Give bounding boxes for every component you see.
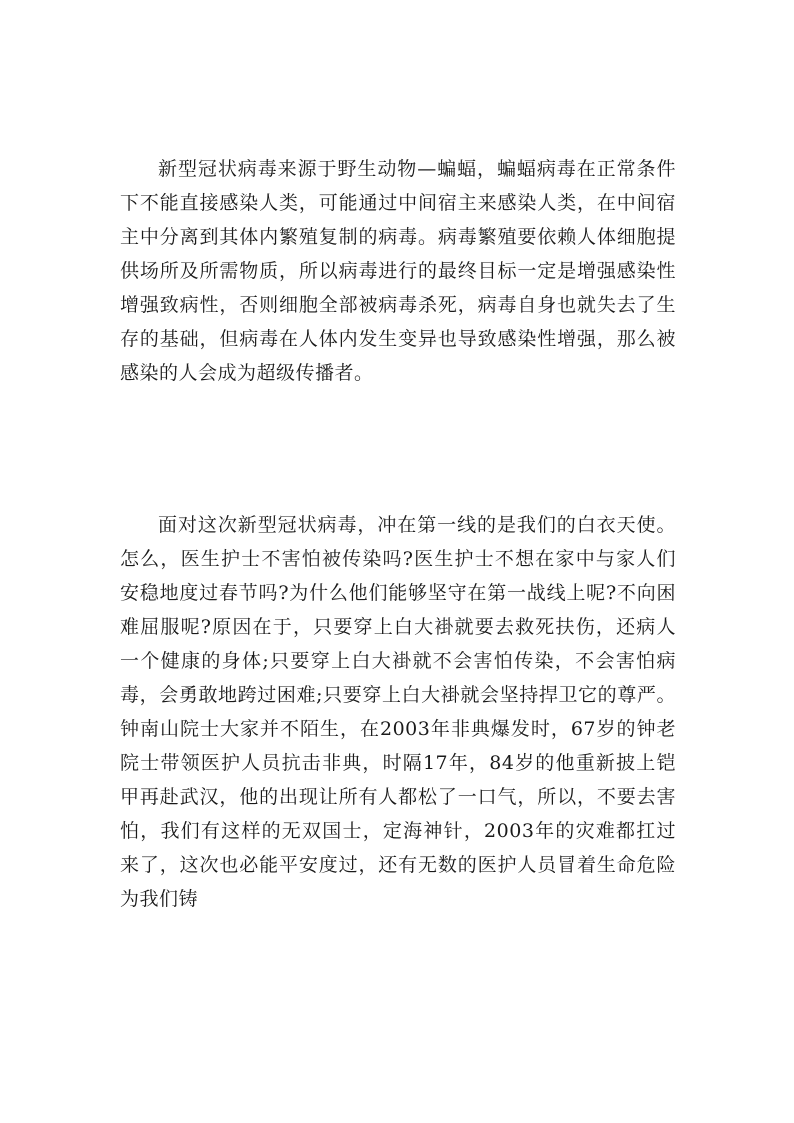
paragraph-medical-workers: 面对这次新型冠状病毒，冲在第一线的是我们的白衣天使。怎么，医生护士不害怕被传染吗?医生护士不想在家中与家人们安稳地度过春节吗?为什么他们能够坚守在第一战线上呢?不向困难屈服呢?原因在于，只要穿上白大褂就要去救死扶伤，还病人一个健康的身体;只要穿上白大褂就不会害怕传染，不会害怕病毒，会勇敢地跨过困难;只要穿上白大褂就会坚持捍卫它的尊严。钟南山院士大家并不陌生，在2003年非典爆发时，67岁的钟老院士带领医护人员抗击非典，时隔17年，84岁的他重新披上铠甲再赴武汉，他的出现让所有人都松了一口气，所以，不要去害怕，我们有这样的无双国士，定海神针，2003年的灾难都扛过来了，这次也必能平安度过，还有无数的医护人员冒着生命危险为我们铸: [120, 514, 676, 910]
paragraph-virus-origin: 新型冠状病毒来源于野生动物—蝙蝠，蝙蝠病毒在正常条件下不能直接感染人类，可能通过中间宿主来感染人类，在中间宿主中分离到其体内繁殖复制的病毒。病毒繁殖要依赖人体细胞提供场所及所需物质，所以病毒进行的最终目标一定是增强感染性增强致病性，否则细胞全部被病毒杀死，病毒自身也就失去了生存的基础，但病毒在人体内发生变异也导致感染性增强，那么被感染的人会成为超级传播者。: [120, 158, 676, 384]
